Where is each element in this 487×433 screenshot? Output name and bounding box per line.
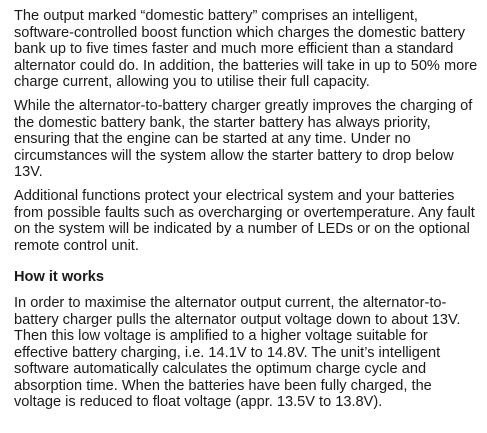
document-body: [14, 8, 480, 418]
paragraph-domestic-battery-output: The output marked “domestic battery” comprises an intelligent, software-controlled boost function which charges the domestic battery bank up to five times faster and much more efficient than a standard alternator could do. In addition, the batteries will take in up to 50% more charge current, allowing you to utilise their full capacity.: [14, 8, 478, 91]
paragraph-additional-functions: Additional functions protect your electrical system and your batteries from possible faults such as overcharging or overtemperature. Any fault on the system will be indicated by a number of LEDs or on the optional remote control unit.: [14, 187, 475, 254]
paragraph-how-it-works: In order to maximise the alternator output current, the alternator-to-battery charger pulls the alternator output voltage down to about 13V. Then this low voltage is amplified to a higher voltage suitable for effective battery charging, i.e. 14.1V to 14.8V. The unit’s intelligent software automatically calculates the optimum charge cycle and absorption time. When the batteries have been fully charged, the voltage is reduced to float voltage (appr. 13.5V to 13.8V).: [14, 294, 461, 411]
section-heading-how-it-works: How it works: [14, 269, 105, 286]
paragraph-starter-battery-priority: While the alternator-to-battery charger greatly improves the charging of the domestic battery bank, the starter battery has always priority, ensuring that the engine can be started at any time. Under no circumstances will the system allow the starter battery to drop below 13V.: [14, 97, 473, 181]
